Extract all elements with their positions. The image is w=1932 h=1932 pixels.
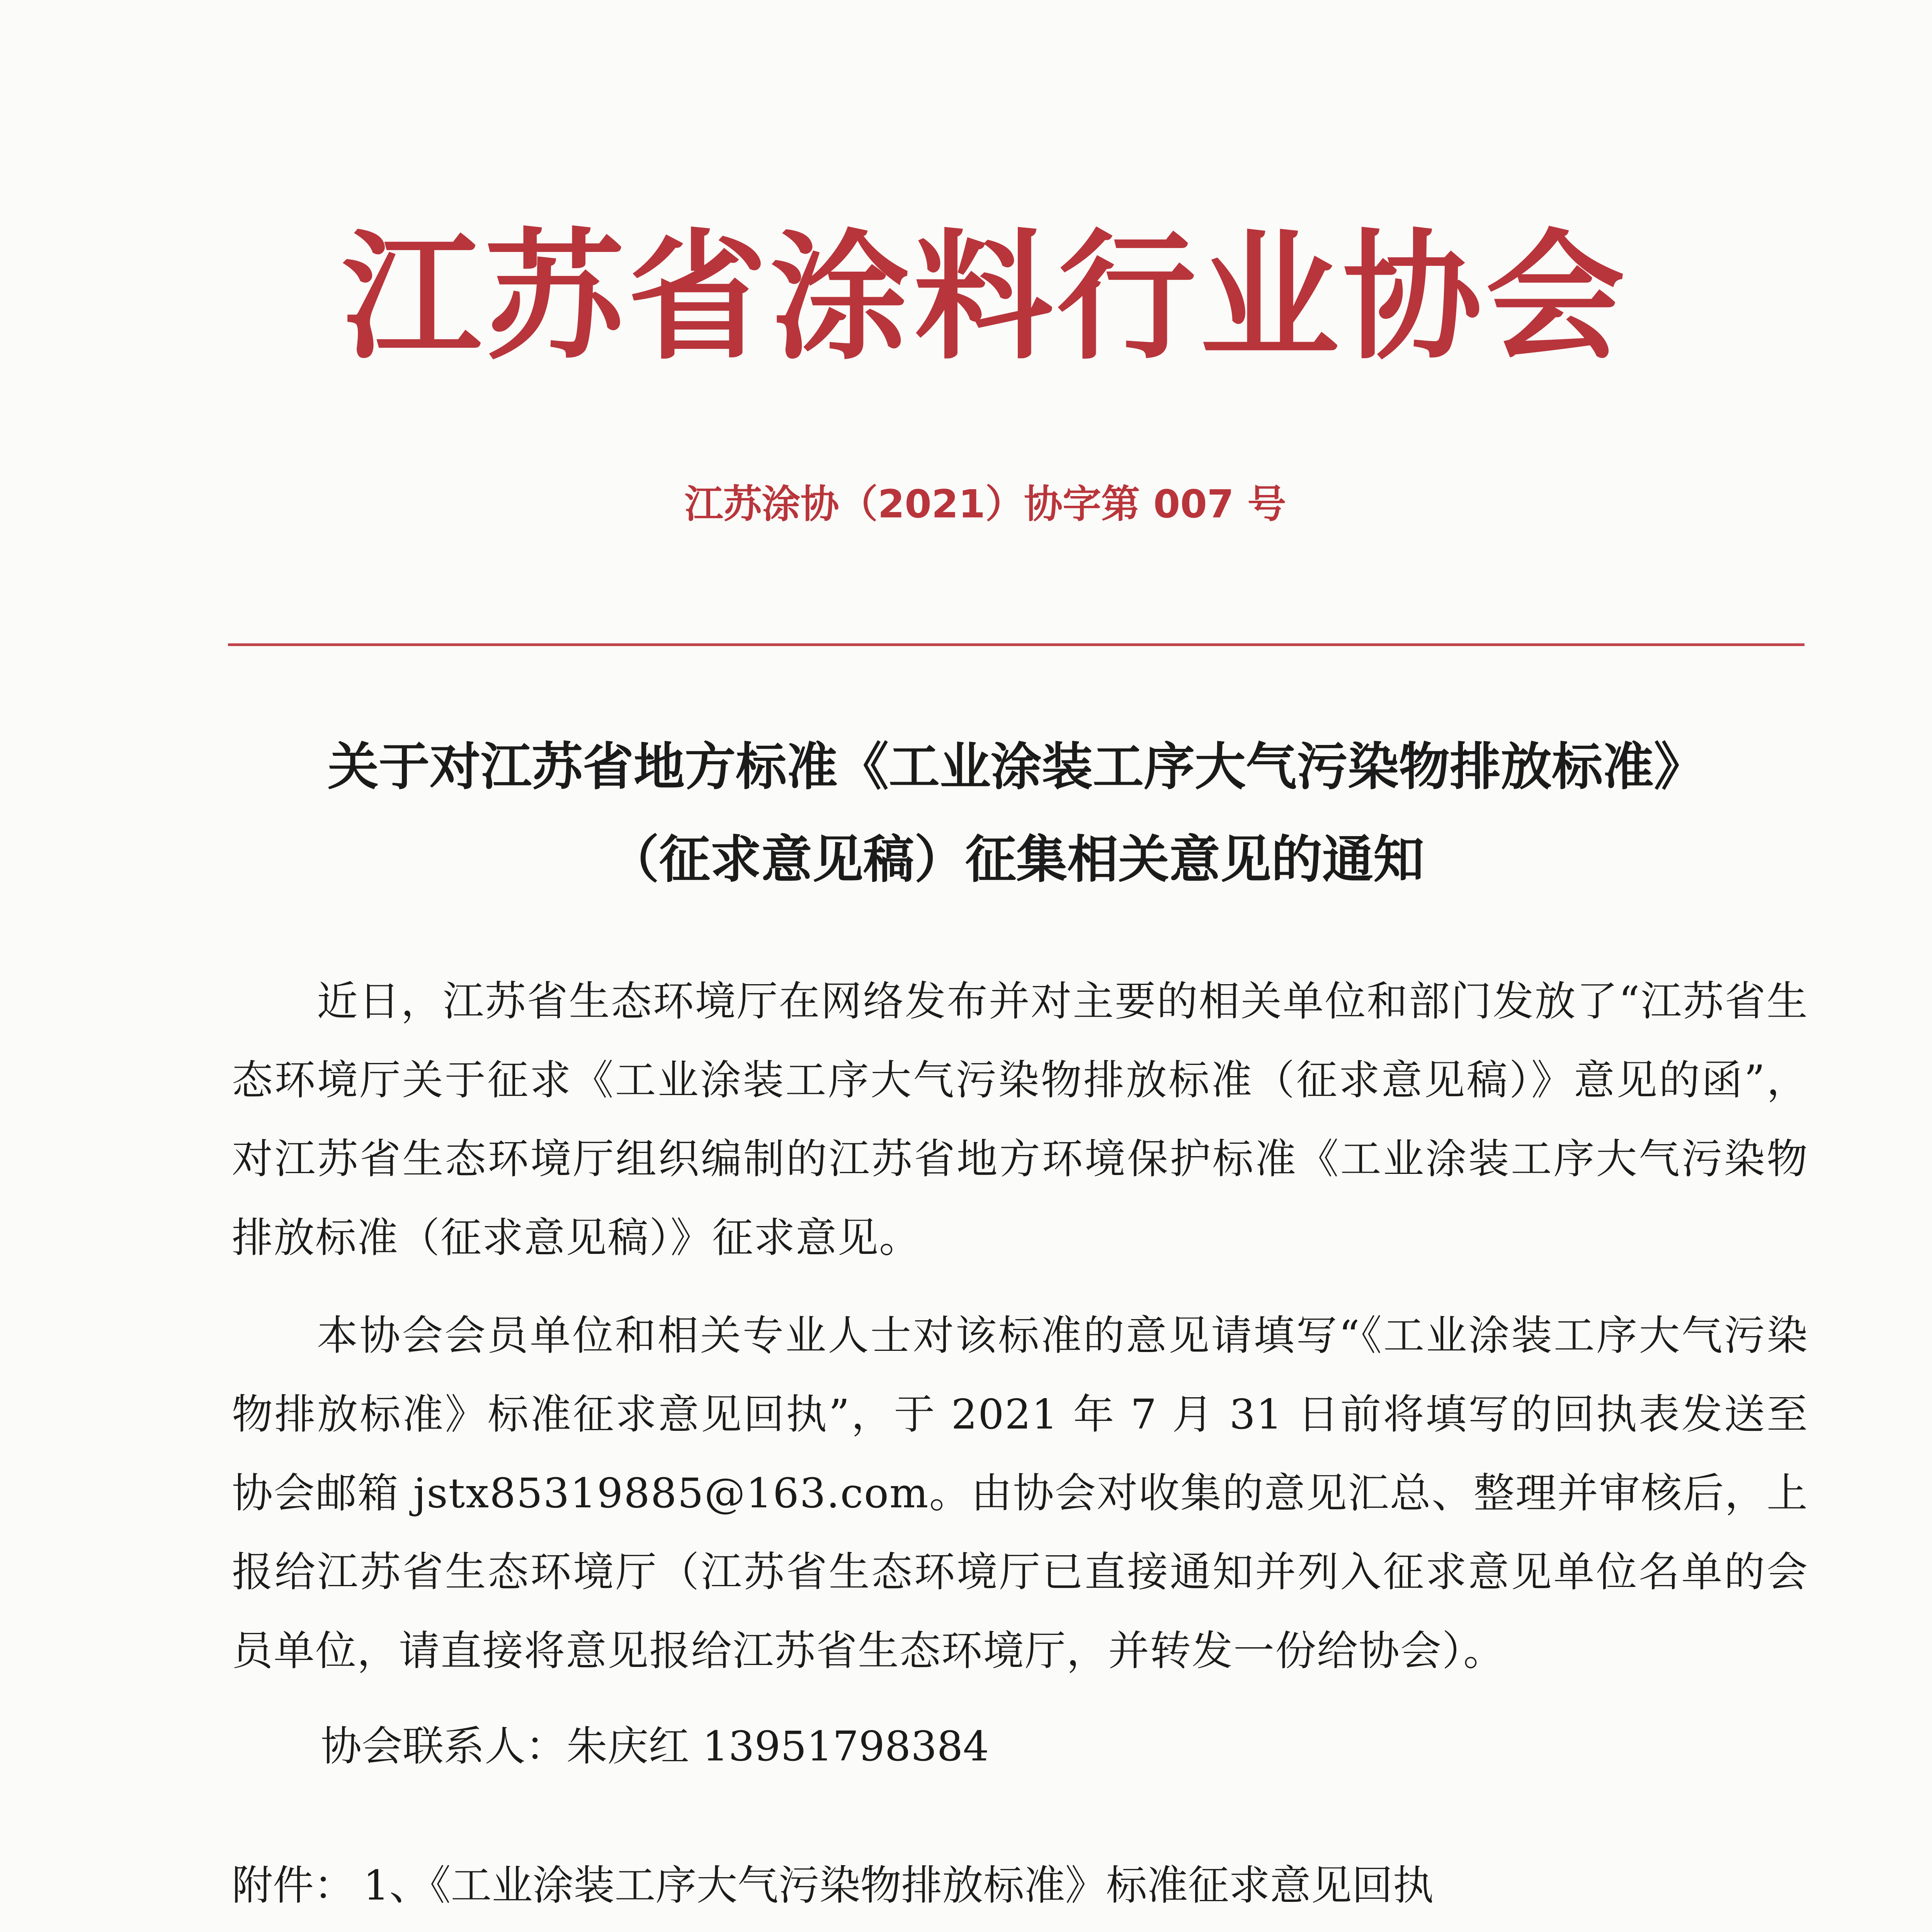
body-paragraph-1: 近日，江苏省生态环境厅在网络发布并对主要的相关单位和部门发放了“江苏省生态环境厅关于征求《工业涂装工序大气污染物排放标准（征求意见稿）》意见的函”，对江苏省生态环境厅组织编制的江苏省地方环境保护标准《工业涂装工序大气污染物排放标准（征求意见稿）》征求意见。 bbox=[232, 978, 1808, 1262]
attachment-item: 1、《工业涂装工序大气污染物排放标准》标准征求意见回执 bbox=[363, 1862, 1434, 1909]
document-number: 江苏涂协（2021）协字第 007 号 bbox=[684, 481, 1286, 527]
notice-title-line-1: 关于对江苏省地方标准《工业涂装工序大气污染物排放标准》 bbox=[328, 737, 1705, 797]
notice-title bbox=[216, 721, 1816, 906]
contact-person: 协会联系人：朱庆红 13951798384 bbox=[321, 1723, 989, 1770]
notice-title-line-2: （征求意见稿）征集相关意见的通知 bbox=[608, 830, 1424, 889]
header-divider bbox=[228, 643, 1804, 646]
attachments-list bbox=[232, 1847, 1816, 1932]
attachments-label: 附件： bbox=[232, 1862, 355, 1909]
body-paragraph-2: 本协会会员单位和相关专业人士对该标准的意见请填写“《工业涂装工序大气污染物排放标准》标准征求意见回执”，于 2021 年 7 月 31 日前将填写的回执表发送至协会邮箱 jstx85319885@163.com。由协会对收集的意见汇总、整理并审核后，上报给江苏省生态环境厅（江苏省生态环境厅已直接通知并列入征求意见单位名单的会员单位，请直接将意见报给江苏省生态环境厅，并转发一份给协会）。 bbox=[232, 1312, 1808, 1675]
organization-letterhead: 江苏省涂料行业协会 bbox=[342, 216, 1629, 378]
attachment-item bbox=[363, 1924, 1816, 1932]
